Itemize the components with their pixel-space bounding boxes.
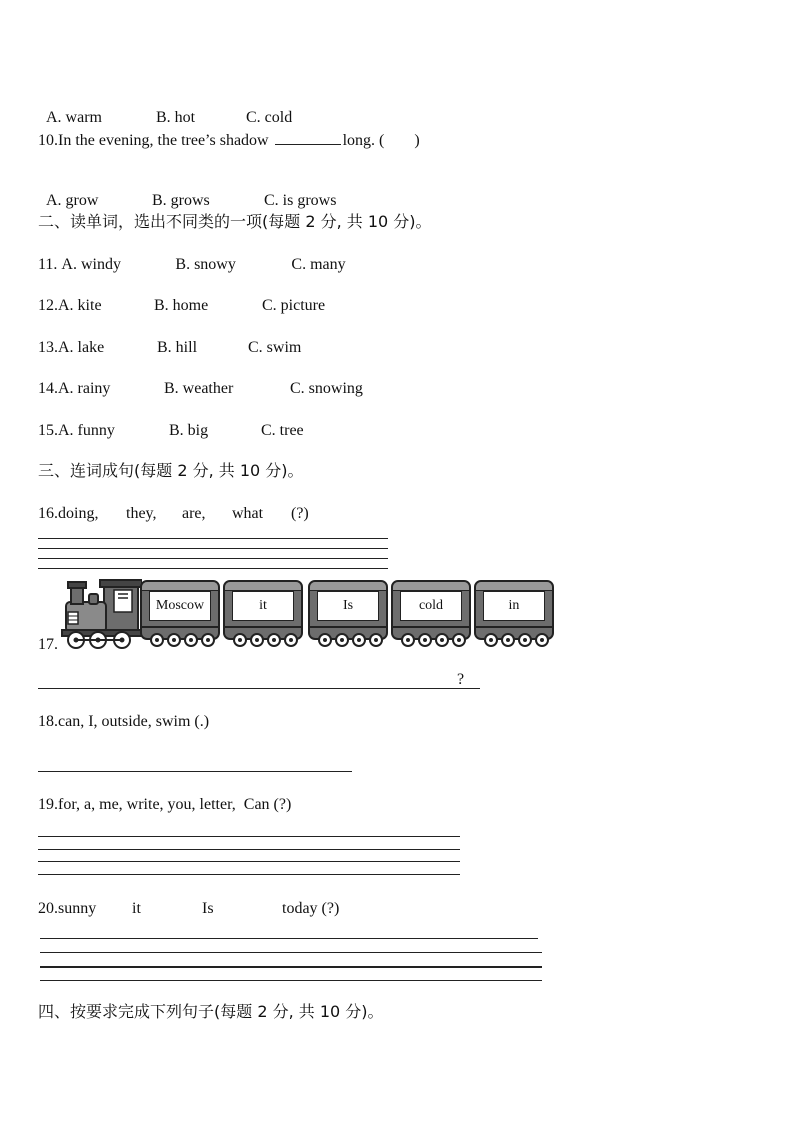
section2-title: 二、读单词，选出不同类的一项(每题 2 分, 共 10 分)。 xyxy=(38,212,432,231)
q20-word-3: Is xyxy=(202,900,214,917)
q10-text-after: long. ( xyxy=(342,132,385,149)
q15-item xyxy=(38,421,304,441)
wheel-icon xyxy=(150,633,164,647)
q10-option-c: C. is grows xyxy=(264,192,337,209)
q19-answer-line-2[interactable] xyxy=(38,849,460,850)
locomotive-icon xyxy=(60,578,142,650)
q15-option-a: A. funny xyxy=(58,422,115,439)
q14-item xyxy=(38,379,363,399)
q14-number: 14. xyxy=(38,380,58,397)
train-picture xyxy=(60,578,560,650)
q20-word-4: today (?) xyxy=(282,900,340,917)
q14-option-a: A. rainy xyxy=(58,380,111,397)
q19-question: 19.for, a, me, write, you, letter, Can (?) xyxy=(38,796,292,813)
q11-option-a: A. windy xyxy=(61,256,121,273)
q16-answer-line-2[interactable] xyxy=(38,548,388,549)
car-band xyxy=(393,626,469,628)
q11-item xyxy=(38,255,346,275)
car-band xyxy=(310,626,386,628)
q19-answer-line-1[interactable] xyxy=(38,836,460,837)
q13-item xyxy=(38,338,301,358)
train-car-1 xyxy=(140,580,220,640)
q10-option-a: A. grow xyxy=(46,192,99,209)
wheel-icon xyxy=(250,633,264,647)
q20-word-1: sunny xyxy=(58,900,97,917)
q16-word-2: they, xyxy=(126,505,157,522)
wheel-icon xyxy=(369,633,383,647)
train-car-4 xyxy=(391,580,471,640)
q20-answer-line-1[interactable] xyxy=(40,938,538,939)
car-band xyxy=(225,626,301,628)
car-band xyxy=(142,626,218,628)
car-roof xyxy=(225,582,301,591)
wheel-icon xyxy=(401,633,415,647)
q16-word-5: (?) xyxy=(291,505,309,522)
q16-word-1: doing, xyxy=(58,505,99,522)
car-roof xyxy=(142,582,218,591)
wheel-icon xyxy=(284,633,298,647)
train-word-4: cold xyxy=(400,591,462,621)
q16-answer-line-4[interactable] xyxy=(38,568,388,569)
q11-option-c: C. many xyxy=(291,256,346,273)
wheel-icon xyxy=(352,633,366,647)
wheel-icon xyxy=(484,633,498,647)
q20-word-2: it xyxy=(132,900,141,917)
q9-option-c: C. cold xyxy=(246,109,293,126)
q13-number: 13. xyxy=(38,339,58,356)
q16-question xyxy=(38,504,309,524)
q16-word-4: what xyxy=(232,505,264,522)
q20-answer-line-3[interactable] xyxy=(40,966,542,968)
q13-option-c: C. swim xyxy=(248,339,302,356)
wheel-icon xyxy=(535,633,549,647)
wheel-icon xyxy=(201,633,215,647)
train-car-3 xyxy=(308,580,388,640)
section3-title: 三、连词成句(每题 2 分, 共 10 分)。 xyxy=(38,461,304,480)
wheel-icon xyxy=(518,633,532,647)
q14-option-c: C. snowing xyxy=(290,380,363,397)
q16-answer-line-3[interactable] xyxy=(38,558,388,559)
q10-text-before: In the evening, the tree’s shadow xyxy=(58,132,273,149)
q10-number: 10. xyxy=(38,132,58,149)
q13-option-b: B. hill xyxy=(157,339,198,356)
q15-option-c: C. tree xyxy=(261,422,304,439)
q9-options xyxy=(38,88,292,128)
train-car-5 xyxy=(474,580,554,640)
wheel-icon xyxy=(435,633,449,647)
q20-answer-line-4[interactable] xyxy=(40,980,542,981)
q16-answer-line-1[interactable] xyxy=(38,538,388,539)
q19-answer-line-3[interactable] xyxy=(38,861,460,862)
train-word-5: in xyxy=(483,591,545,621)
q10-close-paren: ) xyxy=(414,132,420,149)
car-band xyxy=(476,626,552,628)
q17-number: 17. xyxy=(38,636,58,653)
q20-question xyxy=(38,899,339,919)
q20-number: 20. xyxy=(38,900,58,917)
q12-option-c: C. picture xyxy=(262,297,326,314)
train-word-3: Is xyxy=(317,591,379,621)
wheel-icon xyxy=(335,633,349,647)
q10-blank[interactable] xyxy=(275,130,341,145)
section4-title: 四、按要求完成下列句子(每题 2 分, 共 10 分)。 xyxy=(38,1002,384,1021)
q18-answer-line[interactable] xyxy=(38,771,352,772)
car-roof xyxy=(393,582,469,591)
wheel-icon xyxy=(418,633,432,647)
car-roof xyxy=(476,582,552,591)
wheel-icon xyxy=(318,633,332,647)
q10-question xyxy=(38,130,420,151)
q12-option-b: B. home xyxy=(154,297,209,314)
wheel-icon xyxy=(233,633,247,647)
q15-number: 15. xyxy=(38,422,58,439)
q9-option-a: A. warm xyxy=(46,109,102,126)
train-car-2 xyxy=(223,580,303,640)
q16-number: 16. xyxy=(38,505,58,522)
train-word-1: Moscow xyxy=(149,591,211,621)
q10-option-b: B. grows xyxy=(152,192,210,209)
wheel-icon xyxy=(501,633,515,647)
q12-item xyxy=(38,296,325,316)
wheel-icon xyxy=(267,633,281,647)
wheel-icon xyxy=(452,633,466,647)
q17-end-mark: ? xyxy=(457,671,465,688)
q12-number: 12. xyxy=(38,297,58,314)
q11-number: 11. xyxy=(38,256,62,273)
wheel-icon xyxy=(167,633,181,647)
q19-answer-line-4[interactable] xyxy=(38,874,460,875)
q17-answer-line[interactable] xyxy=(38,688,480,689)
q14-option-b: B. weather xyxy=(164,380,234,397)
q15-option-b: B. big xyxy=(169,422,209,439)
q9-option-b: B. hot xyxy=(156,109,196,126)
q16-word-3: are, xyxy=(182,505,206,522)
q11-option-b: B. snowy xyxy=(175,256,236,273)
q18-question: 18.can, I, outside, swim (.) xyxy=(38,713,210,730)
q13-option-a: A. lake xyxy=(58,339,105,356)
q12-option-a: A. kite xyxy=(58,297,102,314)
car-roof xyxy=(310,582,386,591)
wheel-icon xyxy=(184,633,198,647)
train-word-2: it xyxy=(232,591,294,621)
q10-options xyxy=(38,171,336,211)
q20-answer-line-2[interactable] xyxy=(40,952,542,953)
